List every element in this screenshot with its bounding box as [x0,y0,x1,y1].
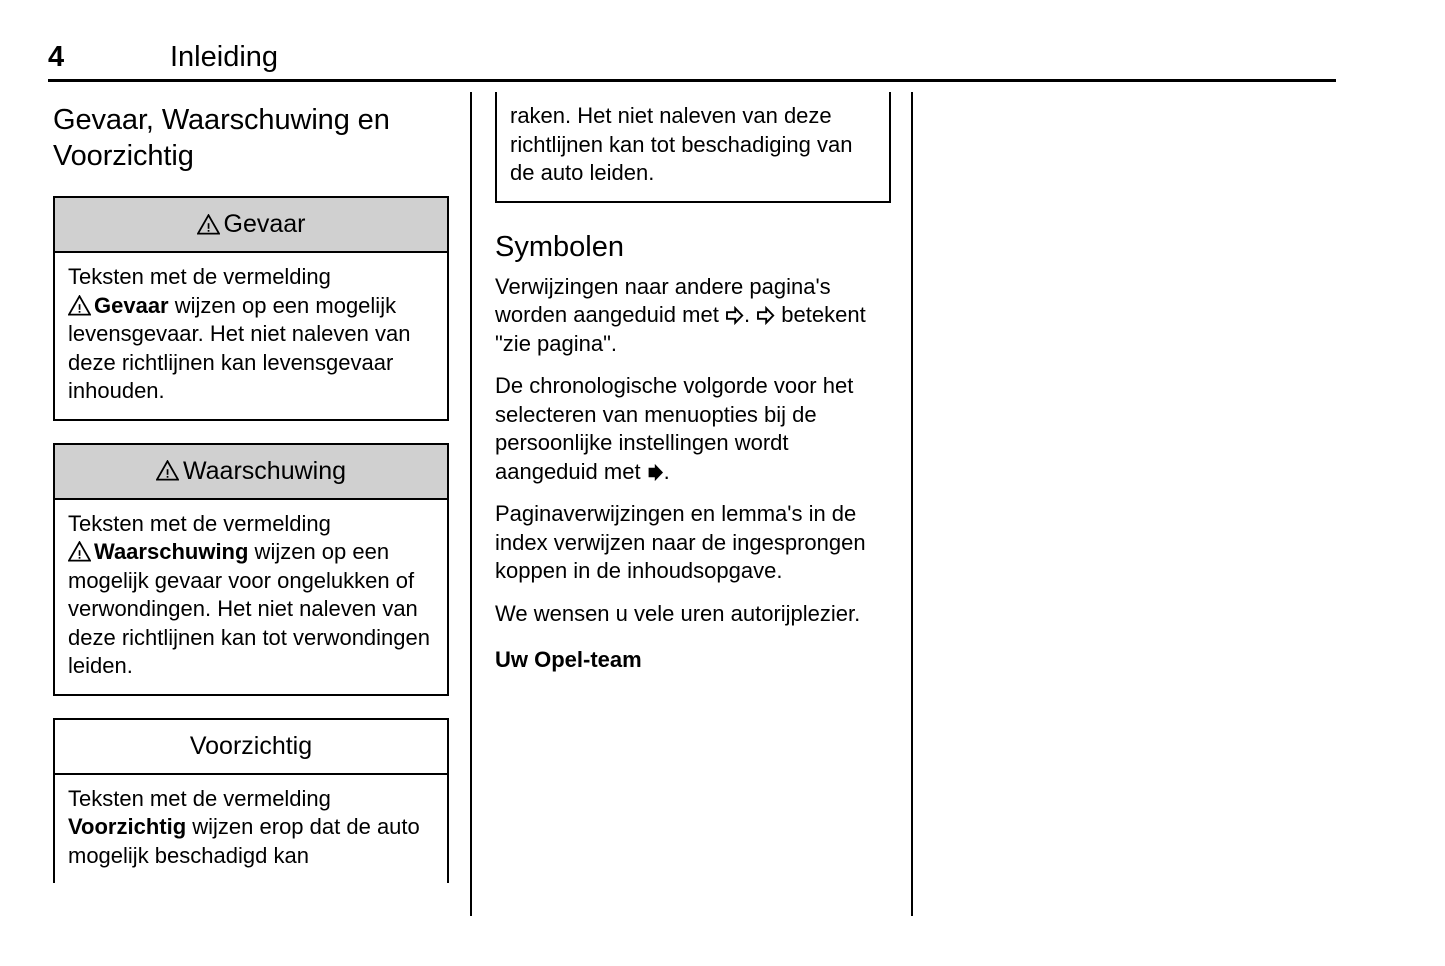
left-column [53,92,451,883]
middle-column [495,92,893,689]
notice-box-gevaar [53,196,449,421]
header-rule [48,79,1336,82]
notice-body-waarschuwing [55,500,447,694]
notice-body-term: Voorzichtig [68,814,187,839]
notice-body-lead: Teksten met de vermelding [68,785,331,811]
section-heading: Gevaar, Waarschuwing en Voorzichtig [53,104,390,172]
notice-body-rest: wijzen op een mogelijk gevaar voor ongelukken of verwondingen. Het niet naleven van deze richtlijnen kan tot verwondingen leiden. [68,539,431,678]
signoff-opel-team: Uw Opel-team [495,647,642,672]
warning-triangle-icon [197,214,220,235]
paragraph-part-2: . [663,458,670,484]
paragraph-part-3: betekent "zie pagina". [495,302,866,356]
notice-body-rest: wijzen op een mogelijk levensgevaar. Het niet naleven van deze richtlijnen kan levensgevaar inhouden. [68,292,411,403]
warning-triangle-icon [156,460,179,481]
paragraph-closing-wish: We wensen u vele uren autorijplezier. [495,600,861,626]
paragraph-part-2: . [743,302,757,327]
notice-body-term: Waarschuwing [94,539,249,564]
warning-triangle-icon [68,541,91,562]
notice-title-text: Gevaar [223,210,306,238]
notice-body-lead: Teksten met de vermelding [68,264,331,289]
notice-body-gevaar [55,253,447,419]
notice-body-voorzichtig [55,775,447,884]
column-separator-2 [911,92,913,916]
paragraph-menu-order [495,372,893,486]
notice-title-text: Voorzichtig [189,731,313,760]
paragraph-page-references [495,273,893,359]
notice-body-lead: Teksten met de vermelding [68,510,331,536]
warning-triangle-icon [68,295,91,316]
page-number: 4 [48,41,65,73]
notice-body-term: Gevaar [94,292,169,318]
notice-box-waarschuwing [53,443,449,696]
hollow-right-arrow-icon [725,306,744,325]
paragraph-part-1: De chronologische volgorde voor het selecteren van menuopties bij de persoonlijke instellingen wordt aangeduid met [495,373,854,484]
notice-box-voorzichtig-continued [495,92,891,203]
sub-heading-symbolen: Symbolen [495,230,624,263]
notice-body-voorzichtig-continued: raken. Het niet naleven van deze richtlijnen kan tot beschadiging van de auto leiden. [510,103,853,185]
notice-box-voorzichtig [53,718,449,884]
notice-title-voorzichtig [55,720,447,775]
column-separator-1 [470,92,472,916]
paragraph-part-1: Verwijzingen naar andere pagina's worden aangeduid met [495,273,831,327]
page-header [48,38,1336,82]
notice-title-gevaar [55,198,447,253]
page-title: Inleiding [170,41,279,73]
hollow-right-arrow-icon [756,306,775,325]
solid-right-arrow-icon [647,463,664,482]
paragraph-index-references: Paginaverwijzingen en lemma's in de index verwijzen naar de ingesprongen koppen in de inhoudsopgave. [495,501,866,583]
notice-title-text: Waarschuwing [182,456,347,485]
notice-title-waarschuwing [55,445,447,500]
notice-body-rest: wijzen erop dat de auto mogelijk beschadigd kan [68,814,420,868]
